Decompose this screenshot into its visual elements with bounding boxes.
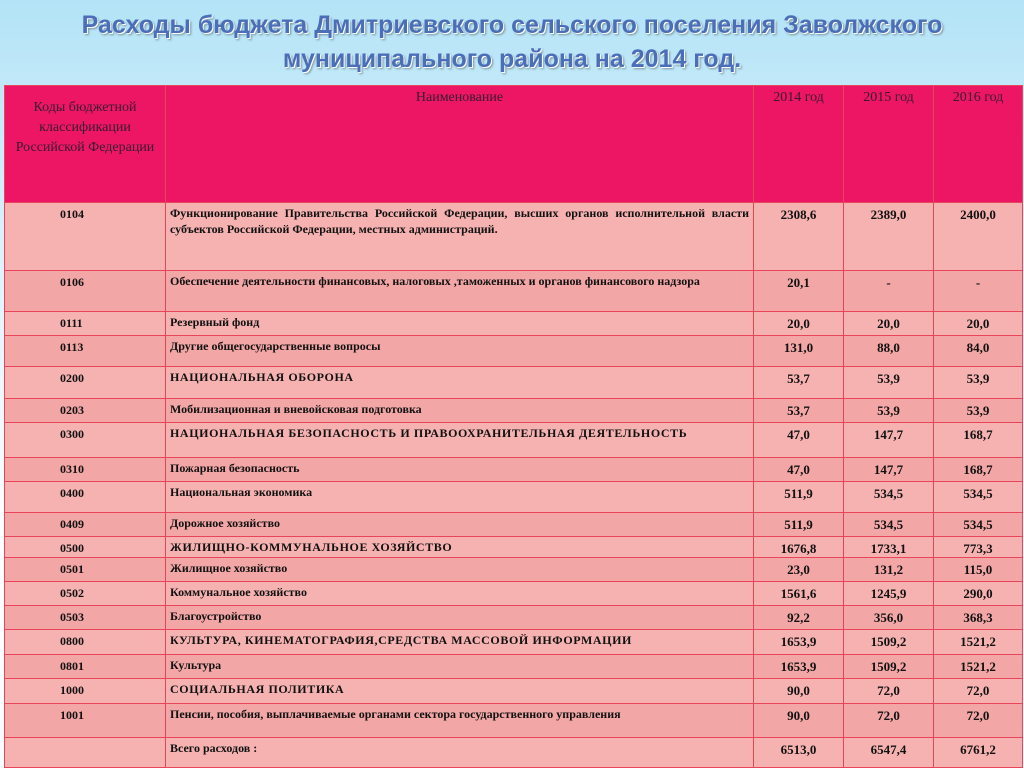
cell-2014: 6513,0 (754, 738, 844, 768)
table-row (5, 655, 1023, 679)
cell-2014: 511,9 (754, 513, 844, 537)
cell-2015: 72,0 (844, 704, 934, 738)
table-row (5, 423, 1023, 458)
cell-2014: 131,0 (754, 336, 844, 367)
cell-2014: 90,0 (754, 679, 844, 704)
table-row (5, 630, 1023, 655)
cell-2016: 773,3 (934, 537, 1023, 558)
cell-2015: 88,0 (844, 336, 934, 367)
cell-code: 0500 (5, 537, 166, 558)
cell-2015: 1245,9 (844, 582, 934, 606)
cell-2015: 6547,4 (844, 738, 934, 768)
cell-2015: - (844, 271, 934, 312)
cell-2016: 168,7 (934, 423, 1023, 458)
cell-code: 0111 (5, 312, 166, 336)
cell-2016: 168,7 (934, 458, 1023, 482)
cell-2014: 20,0 (754, 312, 844, 336)
cell-name: Функционирование Правительства Российской Федерации, высших органов исполнительной власти субъектов Российской Федерации, местных администраций. (166, 203, 754, 271)
column-header-2015: 2015 год (844, 86, 934, 203)
cell-2015: 53,9 (844, 367, 934, 399)
cell-code: 0106 (5, 271, 166, 312)
table-row (5, 336, 1023, 367)
cell-name: Коммунальное хозяйство (166, 582, 754, 606)
cell-2016: 84,0 (934, 336, 1023, 367)
cell-2015: 1509,2 (844, 655, 934, 679)
cell-2014: 1653,9 (754, 655, 844, 679)
cell-2016: 20,0 (934, 312, 1023, 336)
cell-name: Дорожное хозяйство (166, 513, 754, 537)
cell-code: 0104 (5, 203, 166, 271)
cell-2014: 90,0 (754, 704, 844, 738)
page-title: Расходы бюджета Дмитриевского сельского поселения Заволжского муниципального района на 2014 год. (81, 11, 943, 73)
cell-2015: 53,9 (844, 399, 934, 423)
table-row (5, 606, 1023, 630)
table-row (5, 738, 1023, 768)
budget-table (4, 85, 1023, 768)
table-row (5, 704, 1023, 738)
cell-code: 0203 (5, 399, 166, 423)
cell-2014: 2308,6 (754, 203, 844, 271)
table-row (5, 679, 1023, 704)
cell-2015: 356,0 (844, 606, 934, 630)
cell-name: Мобилизационная и вневойсковая подготовка (166, 399, 754, 423)
cell-code: 0502 (5, 582, 166, 606)
cell-2015: 72,0 (844, 679, 934, 704)
cell-2016: 2400,0 (934, 203, 1023, 271)
cell-2016: 72,0 (934, 679, 1023, 704)
cell-code: 0300 (5, 423, 166, 458)
table-row (5, 513, 1023, 537)
cell-name: Другие общегосударственные вопросы (166, 336, 754, 367)
cell-code: 0400 (5, 482, 166, 513)
table-row (5, 482, 1023, 513)
cell-2014: 1561,6 (754, 582, 844, 606)
cell-2016: 534,5 (934, 482, 1023, 513)
cell-code (5, 738, 166, 768)
table-row (5, 203, 1023, 271)
table-row (5, 582, 1023, 606)
cell-2014: 53,7 (754, 367, 844, 399)
cell-2016: 290,0 (934, 582, 1023, 606)
cell-code: 0113 (5, 336, 166, 367)
cell-2016: 115,0 (934, 558, 1023, 582)
cell-name: Благоустройство (166, 606, 754, 630)
table-row (5, 367, 1023, 399)
cell-2016: 6761,2 (934, 738, 1023, 768)
cell-name: КУЛЬТУРА, КИНЕМАТОГРАФИЯ,СРЕДСТВА МАССОВОЙ ИНФОРМАЦИИ (166, 630, 754, 655)
cell-name: НАЦИОНАЛЬНАЯ БЕЗОПАСНОСТЬ И ПРАВООХРАНИТЕЛЬНАЯ ДЕЯТЕЛЬНОСТЬ (166, 423, 754, 458)
cell-2016: 1521,2 (934, 655, 1023, 679)
cell-2014: 511,9 (754, 482, 844, 513)
cell-name: ЖИЛИЩНО-КОММУНАЛЬНОЕ ХОЗЯЙСТВО (166, 537, 754, 558)
cell-2014: 23,0 (754, 558, 844, 582)
cell-2016: 368,3 (934, 606, 1023, 630)
cell-code: 0310 (5, 458, 166, 482)
cell-name: Обеспечение деятельности финансовых, налоговых ,таможенных и органов финансового надзора (166, 271, 754, 312)
cell-2016: 1521,2 (934, 630, 1023, 655)
cell-2014: 53,7 (754, 399, 844, 423)
cell-2016: 72,0 (934, 704, 1023, 738)
cell-code: 0200 (5, 367, 166, 399)
cell-code: 0501 (5, 558, 166, 582)
cell-2014: 92,2 (754, 606, 844, 630)
column-header-2016: 2016 год (934, 86, 1023, 203)
cell-2015: 1509,2 (844, 630, 934, 655)
cell-2015: 534,5 (844, 482, 934, 513)
cell-name: Жилищное хозяйство (166, 558, 754, 582)
cell-name: СОЦИАЛЬНАЯ ПОЛИТИКА (166, 679, 754, 704)
table-row (5, 312, 1023, 336)
cell-2015: 147,7 (844, 458, 934, 482)
table-row (5, 558, 1023, 582)
column-header-2014: 2014 год (754, 86, 844, 203)
cell-2015: 147,7 (844, 423, 934, 458)
cell-2014: 47,0 (754, 458, 844, 482)
column-header-code: Коды бюджетной классификации Российской Федерации (5, 86, 166, 203)
table-row (5, 537, 1023, 558)
cell-2015: 131,2 (844, 558, 934, 582)
cell-2016: 53,9 (934, 399, 1023, 423)
cell-code: 0503 (5, 606, 166, 630)
cell-name: Пожарная безопасность (166, 458, 754, 482)
column-header-name: Наименование (166, 86, 754, 203)
cell-code: 1000 (5, 679, 166, 704)
cell-2016: 534,5 (934, 513, 1023, 537)
cell-code: 0800 (5, 630, 166, 655)
cell-name: Пенсии, пособия, выплачиваемые органами сектора государственного управления (166, 704, 754, 738)
table-row (5, 458, 1023, 482)
cell-2016: - (934, 271, 1023, 312)
cell-2015: 1733,1 (844, 537, 934, 558)
cell-code: 0801 (5, 655, 166, 679)
cell-name: Национальная экономика (166, 482, 754, 513)
cell-2014: 1653,9 (754, 630, 844, 655)
table-row (5, 399, 1023, 423)
cell-2015: 534,5 (844, 513, 934, 537)
cell-name: Резервный фонд (166, 312, 754, 336)
cell-2014: 47,0 (754, 423, 844, 458)
cell-name: НАЦИОНАЛЬНАЯ ОБОРОНА (166, 367, 754, 399)
cell-name: Культура (166, 655, 754, 679)
cell-2015: 2389,0 (844, 203, 934, 271)
cell-2015: 20,0 (844, 312, 934, 336)
table-row (5, 271, 1023, 312)
cell-2014: 1676,8 (754, 537, 844, 558)
table-header-row (5, 86, 1023, 203)
cell-2014: 20,1 (754, 271, 844, 312)
cell-code: 0409 (5, 513, 166, 537)
cell-code: 1001 (5, 704, 166, 738)
cell-2016: 53,9 (934, 367, 1023, 399)
cell-name: Всего расходов : (166, 738, 754, 768)
